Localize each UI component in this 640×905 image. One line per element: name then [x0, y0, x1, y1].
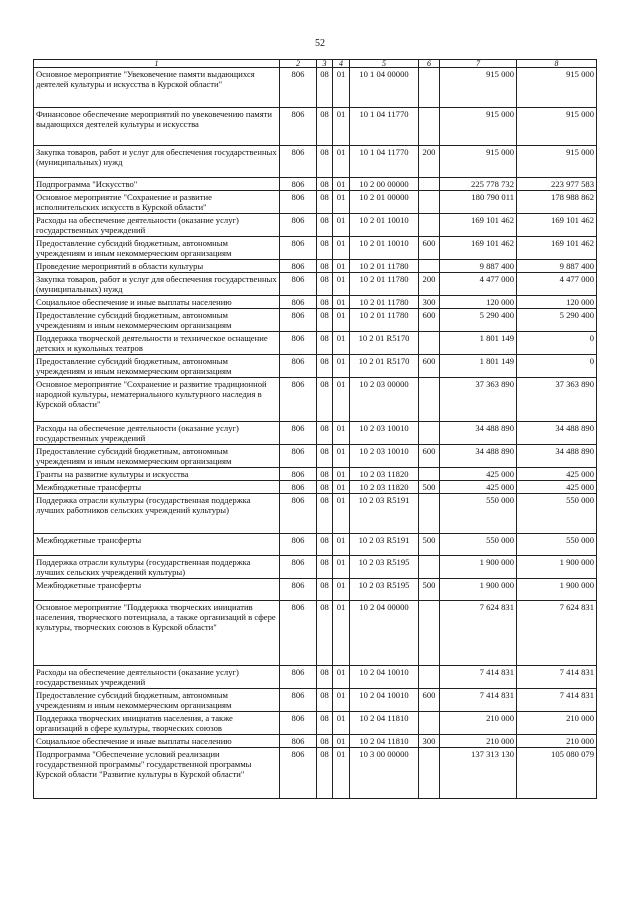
target-article-cell: 10 2 03 11820: [350, 481, 419, 494]
item-name-cell: Межбюджетные трансферты: [34, 579, 280, 601]
expense-type-cell: 600: [419, 309, 440, 332]
amount-year2-cell: 169 101 462: [517, 214, 597, 237]
amount-year1-cell: 1 801 149: [440, 332, 517, 355]
section-code-cell: 08: [317, 355, 333, 378]
amount-year1-cell: 137 313 130: [440, 748, 517, 799]
expense-type-cell: 600: [419, 445, 440, 468]
target-article-cell: 10 2 03 R5191: [350, 494, 419, 534]
amount-year1-cell: 9 887 400: [440, 260, 517, 273]
section-code-cell: 08: [317, 378, 333, 422]
table-row: [34, 748, 597, 799]
section-code-cell: 08: [317, 445, 333, 468]
expense-type-cell: [419, 191, 440, 214]
target-article-cell: 10 2 01 00000: [350, 191, 419, 214]
item-name-cell: Межбюджетные трансферты: [34, 481, 280, 494]
amount-year2-cell: 550 000: [517, 494, 597, 534]
table-row: [34, 445, 597, 468]
expense-type-cell: 300: [419, 296, 440, 309]
amount-year1-cell: 34 488 890: [440, 445, 517, 468]
expense-type-cell: [419, 332, 440, 355]
expense-type-cell: [419, 748, 440, 799]
section-code-cell: 08: [317, 534, 333, 556]
table-row: [34, 296, 597, 309]
column-number-header: 5: [350, 60, 419, 68]
expense-type-cell: 600: [419, 355, 440, 378]
amount-year1-cell: 425 000: [440, 468, 517, 481]
subsection-code-cell: 01: [333, 689, 350, 712]
section-code-cell: 08: [317, 712, 333, 735]
ministry-code-cell: 806: [280, 237, 317, 260]
item-name-cell: Поддержка отрасли культуры (государственная поддержка лучших работников сельских учреждений культуры): [34, 494, 280, 534]
table-header-row: [34, 60, 597, 68]
ministry-code-cell: 806: [280, 422, 317, 445]
item-name-cell: Предоставление субсидий бюджетным, автономным учреждениям и иным некоммерческим организациям: [34, 309, 280, 332]
amount-year2-cell: 169 101 462: [517, 237, 597, 260]
table-row: [34, 146, 597, 178]
section-code-cell: 08: [317, 273, 333, 296]
amount-year1-cell: 7 414 831: [440, 666, 517, 689]
column-number-header: 2: [280, 60, 317, 68]
expense-type-cell: 500: [419, 534, 440, 556]
target-article-cell: 10 2 03 00000: [350, 378, 419, 422]
table-row: [34, 481, 597, 494]
subsection-code-cell: 01: [333, 68, 350, 108]
subsection-code-cell: 01: [333, 579, 350, 601]
expense-type-cell: 300: [419, 735, 440, 748]
amount-year1-cell: 210 000: [440, 712, 517, 735]
item-name-cell: Закупка товаров, работ и услуг для обеспечения государственных (муниципальных) нужд: [34, 146, 280, 178]
amount-year2-cell: 178 988 862: [517, 191, 597, 214]
table-row: [34, 332, 597, 355]
amount-year1-cell: 169 101 462: [440, 214, 517, 237]
subsection-code-cell: 01: [333, 146, 350, 178]
target-article-cell: 10 1 04 11770: [350, 146, 419, 178]
amount-year1-cell: 180 790 011: [440, 191, 517, 214]
target-article-cell: 10 2 04 11810: [350, 735, 419, 748]
amount-year2-cell: 37 363 890: [517, 378, 597, 422]
expense-type-cell: [419, 712, 440, 735]
amount-year2-cell: 915 000: [517, 68, 597, 108]
expense-type-cell: [419, 601, 440, 666]
section-code-cell: 08: [317, 309, 333, 332]
column-number-header: 1: [34, 60, 280, 68]
amount-year1-cell: 225 778 732: [440, 178, 517, 191]
subsection-code-cell: 01: [333, 601, 350, 666]
ministry-code-cell: 806: [280, 601, 317, 666]
target-article-cell: 10 2 03 R5195: [350, 579, 419, 601]
amount-year2-cell: 1 900 000: [517, 579, 597, 601]
section-code-cell: 08: [317, 579, 333, 601]
section-code-cell: 08: [317, 296, 333, 309]
ministry-code-cell: 806: [280, 191, 317, 214]
amount-year1-cell: 37 363 890: [440, 378, 517, 422]
table-row: [34, 735, 597, 748]
ministry-code-cell: 806: [280, 214, 317, 237]
amount-year2-cell: 7 414 831: [517, 666, 597, 689]
amount-year2-cell: 223 977 583: [517, 178, 597, 191]
item-name-cell: Подпрограмма "Искусство": [34, 178, 280, 191]
table-row: [34, 237, 597, 260]
column-number-header: 7: [440, 60, 517, 68]
amount-year1-cell: 7 624 831: [440, 601, 517, 666]
ministry-code-cell: 806: [280, 68, 317, 108]
item-name-cell: Поддержка творческой деятельности и техническое оснащение детских и кукольных театров: [34, 332, 280, 355]
ministry-code-cell: 806: [280, 378, 317, 422]
amount-year2-cell: 210 000: [517, 735, 597, 748]
target-article-cell: 10 2 03 10010: [350, 445, 419, 468]
item-name-cell: Основное мероприятие "Сохранение и развитие традиционной народной культуры, нематериального культурного наследия в Курской области": [34, 378, 280, 422]
amount-year2-cell: 915 000: [517, 108, 597, 146]
column-number-header: 6: [419, 60, 440, 68]
table-row: [34, 556, 597, 579]
section-code-cell: 08: [317, 735, 333, 748]
item-name-cell: Предоставление субсидий бюджетным, автономным учреждениям и иным некоммерческим организациям: [34, 689, 280, 712]
ministry-code-cell: 806: [280, 735, 317, 748]
table-row: [34, 601, 597, 666]
amount-year2-cell: 4 477 000: [517, 273, 597, 296]
ministry-code-cell: 806: [280, 332, 317, 355]
ministry-code-cell: 806: [280, 296, 317, 309]
amount-year1-cell: 34 488 890: [440, 422, 517, 445]
page-number: 52: [315, 38, 325, 49]
section-code-cell: 08: [317, 481, 333, 494]
target-article-cell: 10 2 00 00000: [350, 178, 419, 191]
table-row: [34, 309, 597, 332]
item-name-cell: Предоставление субсидий бюджетным, автономным учреждениям и иным некоммерческим организациям: [34, 237, 280, 260]
expense-type-cell: 600: [419, 689, 440, 712]
subsection-code-cell: 01: [333, 191, 350, 214]
item-name-cell: Закупка товаров, работ и услуг для обеспечения государственных (муниципальных) нужд: [34, 273, 280, 296]
subsection-code-cell: 01: [333, 422, 350, 445]
expense-type-cell: [419, 178, 440, 191]
expense-type-cell: 500: [419, 481, 440, 494]
subsection-code-cell: 01: [333, 378, 350, 422]
amount-year2-cell: 0: [517, 332, 597, 355]
subsection-code-cell: 01: [333, 355, 350, 378]
amount-year2-cell: 425 000: [517, 481, 597, 494]
expense-type-cell: [419, 666, 440, 689]
ministry-code-cell: 806: [280, 748, 317, 799]
ministry-code-cell: 806: [280, 666, 317, 689]
table-row: [34, 666, 597, 689]
amount-year1-cell: 4 477 000: [440, 273, 517, 296]
expense-type-cell: [419, 468, 440, 481]
item-name-cell: Социальное обеспечение и иные выплаты населению: [34, 296, 280, 309]
subsection-code-cell: 01: [333, 332, 350, 355]
section-code-cell: 08: [317, 260, 333, 273]
subsection-code-cell: 01: [333, 556, 350, 579]
amount-year1-cell: 425 000: [440, 481, 517, 494]
target-article-cell: 10 2 01 11780: [350, 309, 419, 332]
ministry-code-cell: 806: [280, 494, 317, 534]
amount-year1-cell: 1 801 149: [440, 355, 517, 378]
amount-year1-cell: 210 000: [440, 735, 517, 748]
item-name-cell: Расходы на обеспечение деятельности (оказание услуг) государственных учреждений: [34, 666, 280, 689]
table-row: [34, 260, 597, 273]
item-name-cell: Проведение мероприятий в области культуры: [34, 260, 280, 273]
subsection-code-cell: 01: [333, 481, 350, 494]
ministry-code-cell: 806: [280, 260, 317, 273]
expense-type-cell: [419, 494, 440, 534]
section-code-cell: 08: [317, 108, 333, 146]
table-row: [34, 273, 597, 296]
section-code-cell: 08: [317, 556, 333, 579]
item-name-cell: Предоставление субсидий бюджетным, автономным учреждениям и иным некоммерческим организациям: [34, 355, 280, 378]
amount-year2-cell: 34 488 890: [517, 422, 597, 445]
column-number-header: 4: [333, 60, 350, 68]
amount-year1-cell: 7 414 831: [440, 689, 517, 712]
item-name-cell: Расходы на обеспечение деятельности (оказание услуг) государственных учреждений: [34, 214, 280, 237]
table-row: [34, 191, 597, 214]
ministry-code-cell: 806: [280, 309, 317, 332]
section-code-cell: 08: [317, 146, 333, 178]
section-code-cell: 08: [317, 237, 333, 260]
table-row: [34, 108, 597, 146]
target-article-cell: 10 2 01 11780: [350, 273, 419, 296]
item-name-cell: Основное мероприятие "Увековечение памяти выдающихся деятелей культуры и искусства в Курской области": [34, 68, 280, 108]
target-article-cell: 10 1 04 11770: [350, 108, 419, 146]
amount-year2-cell: 105 080 079: [517, 748, 597, 799]
section-code-cell: 08: [317, 468, 333, 481]
target-article-cell: 10 2 03 10010: [350, 422, 419, 445]
amount-year2-cell: 120 000: [517, 296, 597, 309]
amount-year2-cell: 915 000: [517, 146, 597, 178]
expense-type-cell: [419, 260, 440, 273]
ministry-code-cell: 806: [280, 178, 317, 191]
expense-type-cell: [419, 422, 440, 445]
amount-year2-cell: 7 624 831: [517, 601, 597, 666]
item-name-cell: Поддержка отрасли культуры (государственная поддержка лучших сельских учреждений культуры): [34, 556, 280, 579]
expense-type-cell: 600: [419, 237, 440, 260]
table-row: [34, 579, 597, 601]
target-article-cell: 10 2 04 10010: [350, 689, 419, 712]
item-name-cell: Гранты на развитие культуры и искусства: [34, 468, 280, 481]
target-article-cell: 10 2 01 10010: [350, 237, 419, 260]
table-row: [34, 712, 597, 735]
amount-year1-cell: 169 101 462: [440, 237, 517, 260]
target-article-cell: 10 2 01 11780: [350, 260, 419, 273]
subsection-code-cell: 01: [333, 108, 350, 146]
expense-type-cell: 200: [419, 146, 440, 178]
ministry-code-cell: 806: [280, 689, 317, 712]
expense-type-cell: 200: [419, 273, 440, 296]
amount-year2-cell: 7 414 831: [517, 689, 597, 712]
target-article-cell: 10 2 04 11810: [350, 712, 419, 735]
ministry-code-cell: 806: [280, 146, 317, 178]
subsection-code-cell: 01: [333, 468, 350, 481]
subsection-code-cell: 01: [333, 534, 350, 556]
section-code-cell: 08: [317, 68, 333, 108]
section-code-cell: 08: [317, 191, 333, 214]
amount-year2-cell: 0: [517, 355, 597, 378]
subsection-code-cell: 01: [333, 712, 350, 735]
subsection-code-cell: 01: [333, 214, 350, 237]
table-row: [34, 689, 597, 712]
amount-year1-cell: 1 900 000: [440, 556, 517, 579]
item-name-cell: Подпрограмма "Обеспечение условий реализации государственной программы" государственной программы Курской области "Развитие культуры в Курской области": [34, 748, 280, 799]
subsection-code-cell: 01: [333, 260, 350, 273]
expense-type-cell: [419, 214, 440, 237]
column-number-header: 3: [317, 60, 333, 68]
target-article-cell: 10 2 04 10010: [350, 666, 419, 689]
ministry-code-cell: 806: [280, 534, 317, 556]
subsection-code-cell: 01: [333, 237, 350, 260]
amount-year2-cell: 5 290 400: [517, 309, 597, 332]
subsection-code-cell: 01: [333, 309, 350, 332]
item-name-cell: Финансовое обеспечение мероприятий по увековечению памяти выдающихся деятелей культуры и искусства: [34, 108, 280, 146]
amount-year2-cell: 1 900 000: [517, 556, 597, 579]
subsection-code-cell: 01: [333, 273, 350, 296]
section-code-cell: 08: [317, 666, 333, 689]
expense-type-cell: [419, 378, 440, 422]
subsection-code-cell: 01: [333, 494, 350, 534]
table-row: [34, 422, 597, 445]
item-name-cell: Расходы на обеспечение деятельности (оказание услуг) государственных учреждений: [34, 422, 280, 445]
section-code-cell: 08: [317, 689, 333, 712]
expense-type-cell: 500: [419, 579, 440, 601]
subsection-code-cell: 01: [333, 445, 350, 468]
target-article-cell: 10 2 01 R5170: [350, 355, 419, 378]
table-row: [34, 494, 597, 534]
ministry-code-cell: 806: [280, 355, 317, 378]
amount-year1-cell: 550 000: [440, 534, 517, 556]
column-number-header: 8: [517, 60, 597, 68]
item-name-cell: Межбюджетные трансферты: [34, 534, 280, 556]
section-code-cell: 08: [317, 748, 333, 799]
expense-type-cell: [419, 556, 440, 579]
expense-type-cell: [419, 68, 440, 108]
amount-year1-cell: 1 900 000: [440, 579, 517, 601]
target-article-cell: 10 2 03 R5191: [350, 534, 419, 556]
ministry-code-cell: 806: [280, 712, 317, 735]
target-article-cell: 10 3 00 00000: [350, 748, 419, 799]
amount-year2-cell: 210 000: [517, 712, 597, 735]
amount-year1-cell: 5 290 400: [440, 309, 517, 332]
target-article-cell: 10 2 04 00000: [350, 601, 419, 666]
ministry-code-cell: 806: [280, 468, 317, 481]
amount-year2-cell: 425 000: [517, 468, 597, 481]
target-article-cell: 10 2 01 10010: [350, 214, 419, 237]
item-name-cell: Социальное обеспечение и иные выплаты населению: [34, 735, 280, 748]
amount-year2-cell: 550 000: [517, 534, 597, 556]
amount-year1-cell: 550 000: [440, 494, 517, 534]
amount-year1-cell: 915 000: [440, 146, 517, 178]
ministry-code-cell: 806: [280, 445, 317, 468]
section-code-cell: 08: [317, 178, 333, 191]
target-article-cell: 10 2 01 R5170: [350, 332, 419, 355]
ministry-code-cell: 806: [280, 108, 317, 146]
target-article-cell: 10 2 01 11780: [350, 296, 419, 309]
table-row: [34, 378, 597, 422]
subsection-code-cell: 01: [333, 178, 350, 191]
amount-year1-cell: 120 000: [440, 296, 517, 309]
ministry-code-cell: 806: [280, 273, 317, 296]
budget-table: [33, 59, 597, 799]
item-name-cell: Предоставление субсидий бюджетным, автономным учреждениям и иным некоммерческим организациям: [34, 445, 280, 468]
target-article-cell: 10 2 03 R5195: [350, 556, 419, 579]
amount-year1-cell: 915 000: [440, 68, 517, 108]
table-row: [34, 214, 597, 237]
subsection-code-cell: 01: [333, 748, 350, 799]
table-row: [34, 534, 597, 556]
subsection-code-cell: 01: [333, 735, 350, 748]
table-row: [34, 468, 597, 481]
section-code-cell: 08: [317, 214, 333, 237]
section-code-cell: 08: [317, 494, 333, 534]
table-row: [34, 355, 597, 378]
ministry-code-cell: 806: [280, 579, 317, 601]
ministry-code-cell: 806: [280, 556, 317, 579]
section-code-cell: 08: [317, 601, 333, 666]
section-code-cell: 08: [317, 332, 333, 355]
subsection-code-cell: 01: [333, 296, 350, 309]
item-name-cell: Поддержка творческих инициатив населения, а также организаций в сфере культуры, творческих союзов: [34, 712, 280, 735]
table-row: [34, 68, 597, 108]
ministry-code-cell: 806: [280, 481, 317, 494]
section-code-cell: 08: [317, 422, 333, 445]
target-article-cell: 10 2 03 11820: [350, 468, 419, 481]
target-article-cell: 10 1 04 00000: [350, 68, 419, 108]
amount-year2-cell: 34 488 890: [517, 445, 597, 468]
subsection-code-cell: 01: [333, 666, 350, 689]
amount-year1-cell: 915 000: [440, 108, 517, 146]
item-name-cell: Основное мероприятие "Поддержка творческих инициатив населения, творческого потенциала, а также организаций в сфере культуры, творческих союзов в Курской области": [34, 601, 280, 666]
amount-year2-cell: 9 887 400: [517, 260, 597, 273]
table-row: [34, 178, 597, 191]
item-name-cell: Основное мероприятие "Сохранение и развитие исполнительских искусств в Курской области": [34, 191, 280, 214]
expense-type-cell: [419, 108, 440, 146]
